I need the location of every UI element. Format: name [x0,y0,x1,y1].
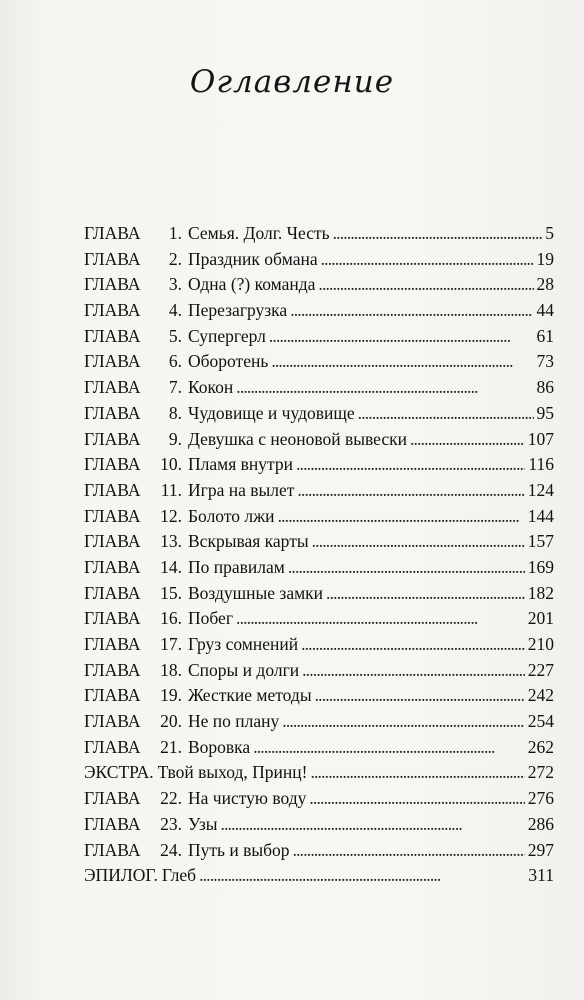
toc-entry-title: Путь и выбор [188,839,290,860]
toc-entry-number: 9. [168,428,182,449]
toc-leader-dots [309,786,524,812]
toc-entry-label: ГЛАВА [84,556,141,577]
toc-entry-number: 20. [160,711,182,732]
toc-leader-dots [318,272,533,298]
toc-entry-label: ГЛАВА [84,839,141,860]
toc-entry-number: 15. [160,582,182,603]
toc-entry-page: 28 [536,274,554,295]
toc-entry-label: ГЛАВА [84,711,141,732]
toc-entry [84,298,554,324]
toc-entry [84,555,554,581]
toc-leader-dots [282,709,524,735]
toc-entry-number: 21. [160,736,182,757]
toc-entry-label: ГЛАВА [84,351,141,372]
toc-entry-label: ГЛАВА [84,377,141,398]
toc-entry-label: ЭПИЛОГ. [84,865,158,886]
toc-entry-title: Праздник обмана [188,248,318,269]
toc-entry-page: 262 [527,736,554,757]
toc-entry-page: 286 [527,813,554,834]
toc-entry-label: ГЛАВА [84,479,141,500]
toc-entry-number: 5. [168,325,182,346]
toc-entry [84,272,554,298]
toc-leader-dots [297,478,524,504]
toc-entry-label: ГЛАВА [84,736,141,757]
toc-leader-dots [221,812,525,838]
toc-entry [84,427,554,453]
toc-entry-title: Жесткие методы [188,685,312,706]
toc-entry-page: 182 [527,582,554,603]
toc-entry-page: 116 [528,454,554,475]
toc-entry [84,683,554,709]
toc-entry-number: 2. [168,248,182,269]
toc-entry-number: 12. [160,505,182,526]
toc-entry-label: ЭКСТРА. [84,762,154,783]
toc-leader-dots [253,735,525,761]
toc-entry-label: ГЛАВА [84,788,141,809]
toc-entry [84,760,554,786]
toc-entry-title: Не по плану [188,711,280,732]
toc-entry-page: 157 [527,531,554,552]
toc-leader-dots [290,298,533,324]
toc-entry [84,478,554,504]
toc-entry-title: Груз сомнений [188,634,299,654]
toc-entry-number: 23. [160,813,182,834]
toc-entry-label: ГЛАВА [84,608,141,629]
toc-entry-page: 276 [527,788,554,809]
toc-entry-page: 107 [527,428,554,449]
toc-entry-number: 8. [168,402,182,423]
toc-leader-dots [301,632,525,658]
toc-entry-label: ГЛАВА [84,428,141,449]
toc-entry [84,658,554,684]
toc-entry-page: 73 [536,351,554,372]
toc-leader-dots [302,658,525,684]
toc-entry-label: ГЛАВА [84,223,141,243]
toc-entry [84,401,554,427]
toc-entry [84,709,554,735]
toc-entry-number: 19. [160,685,182,706]
toc-entry-label: ГЛАВА [84,685,141,706]
page-title: Оглавление [189,64,395,100]
toc-entry-title: Супергерл [188,325,266,346]
toc-entry-page: 242 [527,685,554,706]
toc-entry-label: ГЛАВА [84,505,141,526]
toc-entry [84,349,554,375]
toc-entry-label: ГЛАВА [84,531,141,552]
toc-entry [84,606,554,632]
toc-leader-dots [312,529,525,555]
toc-entry-label: ГЛАВА [84,402,141,423]
toc-entry-title: Чудовище и чудовище [188,402,355,423]
toc-entry-number: 22. [160,788,182,809]
toc-entry [84,375,554,401]
toc-entry-page: 227 [527,659,554,680]
toc-entry [84,632,554,658]
toc-entry [84,452,554,478]
toc-entry-title: По правилам [188,556,285,577]
toc-entry-title: Кокон [188,377,234,398]
toc-leader-dots [296,452,525,478]
toc-leader-dots [269,324,534,350]
toc-entry [84,529,554,555]
toc-entry-label: ГЛАВА [84,454,141,475]
toc-leader-dots [315,683,525,709]
toc-entry-title: Семья. Долг. Честь [188,223,330,243]
toc-entry-title: Болото лжи [188,505,275,526]
toc-entry-number: 16. [160,608,182,629]
toc-entry-number: 13. [160,531,182,552]
toc-entry-title: Перезагрузка [188,300,288,321]
toc-entry-number: 10. [160,454,182,475]
toc-leader-dots [288,555,525,581]
toc-entry-title: Вскрывая карты [188,531,309,552]
toc-entry [84,863,554,889]
toc-entry-label: ГЛАВА [84,248,141,269]
table-of-contents [84,221,554,889]
toc-entry-page: 86 [536,377,554,398]
toc-entry-page: 61 [536,325,554,346]
toc-leader-dots [236,606,525,632]
toc-entry-page: 5 [545,223,554,243]
toc-entry-title: Одна (?) команда [188,274,316,295]
toc-entry [84,581,554,607]
toc-entry [84,221,554,247]
toc-entry [84,735,554,761]
toc-entry-number: 4. [168,300,182,321]
toc-entry-number: 6. [168,351,182,372]
toc-entry-page: 210 [527,634,554,654]
toc-entry-page: 297 [527,839,554,860]
toc-entry-number: 3. [168,274,182,295]
toc-entry-page: 254 [527,711,554,732]
toc-leader-dots [293,838,525,864]
toc-entry-number: 7. [168,377,182,398]
toc-entry-title: Пламя внутри [188,454,293,475]
toc-entry-label: ГЛАВА [84,325,141,346]
toc-entry-title: Девушка с неоновой вывески [188,428,407,449]
toc-entry-number: 17. [160,634,182,654]
toc-leader-dots [326,581,525,607]
toc-entry-page: 95 [536,402,554,423]
toc-entry-label: ГЛАВА [84,813,141,834]
toc-entry-title: Оборотень [188,351,269,372]
toc-entry [84,838,554,864]
toc-entry-title: Воздушные замки [188,582,324,603]
toc-leader-dots [310,760,524,786]
toc-leader-dots [199,863,525,889]
toc-entry-page: 124 [527,479,554,500]
toc-entry-title: Глеб [161,865,197,886]
toc-entry-title: Воровка [188,736,251,757]
toc-leader-dots [333,221,543,247]
toc-entry-label: ГЛАВА [84,300,141,321]
toc-entry-title: Игра на вылет [188,479,295,500]
toc-leader-dots [236,375,533,401]
toc-leader-dots [358,401,534,427]
toc-entry-page: 311 [528,865,554,886]
toc-leader-dots [410,427,525,453]
toc-leader-dots [321,247,534,273]
toc-entry-number: 24. [160,839,182,860]
toc-entry-title: Споры и долги [188,659,300,680]
toc-entry-number: 18. [160,659,182,680]
toc-entry-number: 14. [160,556,182,577]
toc-entry-page: 169 [527,556,554,577]
toc-entry [84,324,554,350]
toc-entry [84,247,554,273]
toc-entry-page: 44 [536,300,554,321]
toc-entry-page: 19 [536,248,554,269]
toc-entry-title: Твой выход, Принц! [157,762,308,783]
toc-entry-page: 201 [527,608,554,629]
toc-entry [84,504,554,530]
toc-entry [84,786,554,812]
toc-entry-label: ГЛАВА [84,582,141,603]
toc-entry-number: 11. [160,479,182,500]
toc-entry-number: 1. [168,223,182,243]
toc-entry-title: Узы [188,813,218,834]
toc-entry-page: 144 [527,505,554,526]
toc-entry-title: Побег [188,608,234,629]
toc-entry-title: На чистую воду [188,788,307,809]
toc-leader-dots [271,349,533,375]
toc-entry-label: ГЛАВА [84,659,141,680]
toc-entry-page: 272 [527,762,554,783]
toc-entry-label: ГЛАВА [84,274,141,295]
toc-entry-label: ГЛАВА [84,634,141,654]
toc-leader-dots [278,504,525,530]
toc-entry [84,812,554,838]
